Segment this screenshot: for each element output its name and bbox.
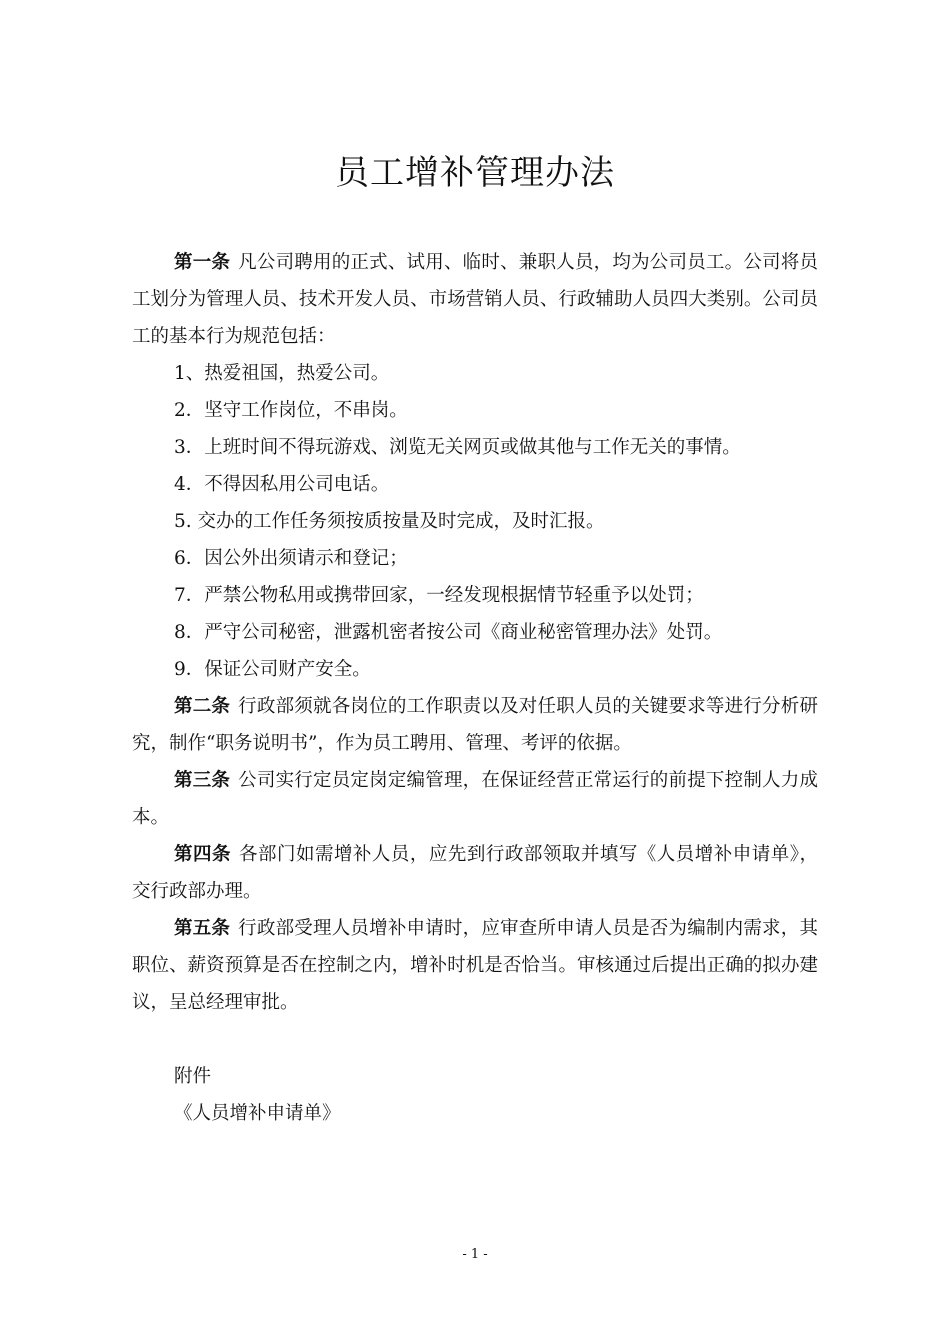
list-item: 8．严守公司秘密，泄露机密者按公司《商业秘密管理办法》处罚。	[174, 622, 723, 643]
list-item: 9．保证公司财产安全。	[174, 659, 371, 680]
article-text: 公司实行定员定岗定编管理，在保证经营正常运行的前提下控制人力成本。	[132, 770, 818, 828]
article-text: 各部门如需增补人员，应先到行政部领取并填写《人员增补申请单》，交行政部办理。	[132, 844, 818, 902]
document-title: 员工增补管理办法	[335, 153, 615, 193]
article-3	[132, 762, 818, 836]
blank-line	[132, 1021, 818, 1058]
list-item: 5. 交办的工作任务须按质按量及时完成，及时汇报。	[174, 511, 605, 532]
article-2	[132, 688, 818, 762]
list-item: 3．上班时间不得玩游戏、浏览无关网页或做其他与工作无关的事情。	[174, 437, 741, 458]
article-text: 行政部须就各岗位的工作职责以及对任职人员的关键要求等进行分析研究，制作“职务说明书”，作为员工聘用、管理、考评的依据。	[132, 696, 818, 754]
list-item: 4．不得因私用公司电话。	[174, 474, 390, 495]
article-label: 第一条	[174, 252, 231, 273]
document-body	[132, 244, 818, 1132]
article-4	[132, 836, 818, 910]
article-text: 行政部受理人员增补申请时，应审查所申请人员是否为编制内需求，其职位、薪资预算是否在控制之内，增补时机是否恰当。审核通过后提出正确的拟办建议，呈总经理审批。	[132, 918, 818, 1013]
article-text: 凡公司聘用的正式、试用、临时、兼职人员，均为公司员工。公司将员工划分为管理人员、技术开发人员、市场营销人员、行政辅助人员四大类别。公司员工的基本行为规范包括：	[132, 252, 818, 347]
list-item: 6．因公外出须请示和登记；	[174, 548, 408, 569]
article-5	[132, 910, 818, 1021]
list-item: 7．严禁公物私用或携带回家，一经发现根据情节轻重予以处罚；	[174, 585, 704, 606]
page-number: - 1 -	[462, 1247, 488, 1262]
article-label: 第三条	[174, 770, 231, 791]
list-item: 2．坚守工作岗位，不串岗。	[174, 400, 408, 421]
rules-list	[132, 355, 818, 688]
article-label: 第四条	[174, 844, 231, 865]
article-1	[132, 244, 818, 355]
attachment-item: 《人员增补申请单》	[174, 1103, 341, 1124]
article-label: 第二条	[174, 696, 231, 717]
attachment-label: 附件	[174, 1066, 212, 1087]
list-item: 1、热爱祖国，热爱公司。	[174, 363, 390, 384]
article-label: 第五条	[174, 918, 231, 939]
